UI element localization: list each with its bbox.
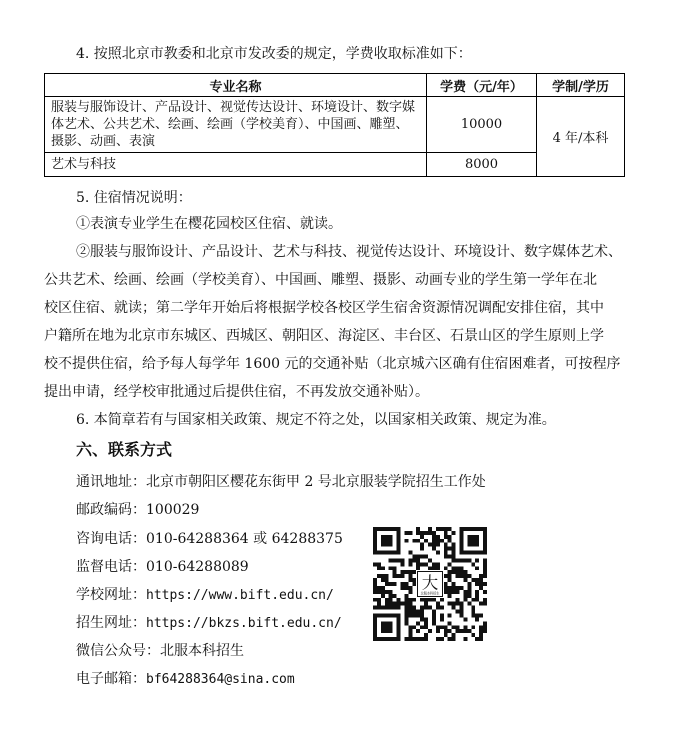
contact-label: 微信公众号： xyxy=(76,643,160,659)
qr-finder-pattern xyxy=(375,615,399,639)
fee-intro: 4. 按照北京市教委和北京市发改委的规定，学费收取标准如下： xyxy=(76,46,472,62)
contact-email xyxy=(76,669,295,690)
qr-center-logo xyxy=(417,571,442,596)
contact-value: 北京市朝阳区樱花东街甲 2 号北京服装学院招生工作处 xyxy=(146,474,486,490)
contact-label: 通讯地址： xyxy=(76,474,146,490)
housing-p1: ①表演专业学生在樱花园校区住宿、就读。 xyxy=(76,216,342,232)
housing-p2-line: ②服装与服饰设计、产品设计、艺术与科技、视觉传达设计、环境设计、数字媒体艺术、 xyxy=(76,244,622,260)
fee-cell: 8000 xyxy=(427,153,537,177)
email-link[interactable]: bf64288364@sina.com xyxy=(146,672,295,687)
qr-finder-pattern xyxy=(375,529,399,553)
contact-value: 010-64288364 或 64288375 xyxy=(146,531,343,547)
col-header-system: 学制/学历 xyxy=(537,74,625,97)
qr-logo-glyph: 大 xyxy=(421,573,439,593)
contact-value: 100029 xyxy=(146,502,200,518)
housing-p2-line: 校不提供住宿，给予每人每学年 1600 元的交通补贴（北京城六区确有住宿困难者，可按程序 xyxy=(44,356,621,372)
major-cell: 艺术与科技 xyxy=(45,153,427,177)
table-header-row xyxy=(45,74,625,97)
contact-label: 邮政编码： xyxy=(76,502,146,518)
contact-supervision-phone xyxy=(76,557,249,577)
major-cell: 服装与服饰设计、产品设计、视觉传达设计、环境设计、数字媒体艺术、公共艺术、绘画、绘画（学校美育）、中国画、雕塑、摄影、动画、表演 xyxy=(45,97,427,153)
contact-label: 监督电话： xyxy=(76,559,146,575)
contact-label: 招生网址： xyxy=(76,615,146,631)
qr-code-icon[interactable] xyxy=(373,527,487,641)
system-cell: 4 年/本科 xyxy=(537,97,625,177)
contact-phone xyxy=(76,529,343,549)
contact-wechat xyxy=(76,641,244,661)
school-url-link[interactable]: https://www.bift.edu.cn/ xyxy=(146,588,334,603)
col-header-major: 专业名称 xyxy=(45,74,427,97)
policy-note: 6. 本简章若有与国家相关政策、规定不符之处，以国家相关政策、规定为准。 xyxy=(76,412,556,428)
contact-postcode xyxy=(76,500,199,520)
qr-finder-pattern xyxy=(461,529,485,553)
housing-p2-line: 提出申请，经学校审批通过后提供住宿，不再发放交通补贴）。 xyxy=(44,384,429,400)
col-header-fee: 学费（元/年） xyxy=(427,74,537,97)
housing-p2-line: 公共艺术、绘画、绘画（学校美育）、中国画、雕塑、摄影、动画专业的学生第一学年在北 xyxy=(44,272,597,288)
contact-admission-site xyxy=(76,613,342,634)
admission-url-link[interactable]: https://bkzs.bift.edu.cn/ xyxy=(146,616,342,631)
table-row xyxy=(45,97,625,153)
housing-p2-line: 校区住宿、就读；第二学年开始后将根据学校各校区学生宿舍资源情况调配安排住宿，其中 xyxy=(44,300,604,316)
housing-title: 5. 住宿情况说明： xyxy=(76,190,192,206)
contact-value: 北服本科招生 xyxy=(160,643,244,659)
contact-label: 咨询电话： xyxy=(76,531,146,547)
contact-label: 电子邮箱： xyxy=(76,671,146,687)
contact-value: 010-64288089 xyxy=(146,559,249,575)
contact-address xyxy=(76,472,486,492)
qr-logo-caption xyxy=(421,591,440,596)
fee-table xyxy=(44,73,625,177)
fee-cell: 10000 xyxy=(427,97,537,153)
contact-label: 学校网址： xyxy=(76,587,146,603)
contact-school-site xyxy=(76,585,334,606)
housing-p2-line: 户籍所在地为北京市东城区、西城区、朝阳区、海淀区、丰台区、石景山区的学生原则上学 xyxy=(44,328,604,344)
section-heading: 六、联系方式 xyxy=(76,440,173,459)
